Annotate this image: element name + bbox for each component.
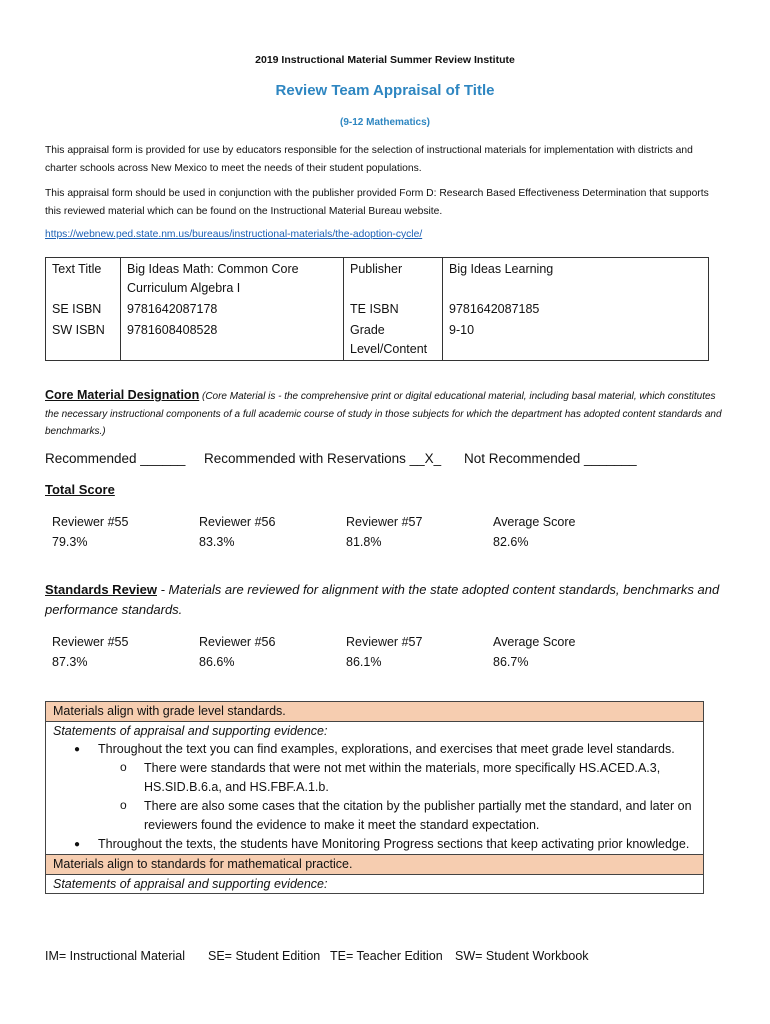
intro-paragraph-2: This appraisal form should be used in conjunction with the publisher provided Form D: Research Based Effectiveness Determination that supports this reviewed material which can be found on the Instructional Material Bureau website.	[45, 188, 709, 217]
footer-te: TE= Teacher Edition	[330, 949, 443, 963]
reviewer-score: 82.6%	[493, 535, 529, 549]
te-isbn-value: 9781642087185	[443, 299, 709, 320]
core-material-designation	[45, 387, 725, 441]
page-title: Review Team Appraisal of Title	[275, 82, 495, 99]
reviewer-score: 81.8%	[346, 535, 382, 549]
publisher-value: Big Ideas Learning	[443, 258, 709, 300]
evidence-table	[45, 701, 704, 894]
te-isbn-label: TE ISBN	[344, 299, 443, 320]
standards-description: - Materials are reviewed for alignment with the state adopted content standards, benchmarks and performance standards.	[45, 582, 720, 617]
publisher-label: Publisher	[344, 258, 443, 300]
evidence-list	[46, 740, 703, 854]
institute-title: 2019 Instructional Material Summer Review Institute	[255, 54, 515, 66]
total-score-heading: Total Score	[45, 482, 115, 497]
standards-reviewer-57	[346, 632, 422, 672]
subject-subtitle: (9-12 Mathematics)	[339, 117, 431, 128]
reviewer-label: Reviewer #55	[52, 515, 129, 529]
grade-level-standards-header: Materials align with grade level standards.	[46, 702, 703, 722]
list-item: ● Throughout the texts, the students have Monitoring Progress sections that keep activating prior knowledge.	[46, 835, 703, 854]
not-recommended-option: Not Recommended _______	[464, 451, 637, 466]
reviewer-score: 86.1%	[346, 655, 382, 669]
reviewer-score: 79.3%	[52, 535, 88, 549]
evidence-subheading: Statements of appraisal and supporting evidence:	[53, 724, 328, 738]
mathematical-practice-header: Materials align to standards for mathematical practice.	[46, 854, 703, 875]
reviewer-label: Reviewer #57	[346, 515, 423, 529]
total-score-reviewer-56	[199, 512, 275, 552]
reviewer-score: 83.3%	[199, 535, 235, 549]
recommended-with-reservations-option: Recommended with Reservations __X_	[204, 451, 442, 466]
grade-value: 9-10	[443, 320, 709, 361]
standards-reviewer-56	[199, 632, 275, 672]
sw-isbn-label: SW ISBN	[46, 320, 121, 361]
reviewer-label: Reviewer #56	[199, 515, 276, 529]
intro-paragraph-1: This appraisal form is provided for use by educators responsible for the selection of instructional materials for implementation with districts and charter schools across New Mexico to meet the needs of their student populations.	[45, 145, 693, 174]
table-row	[46, 320, 709, 361]
footer-sw: SW= Student Workbook	[455, 949, 589, 963]
evidence-subheading: Statements of appraisal and supporting evidence:	[53, 877, 328, 891]
reviewer-label: Average Score	[493, 635, 576, 649]
reviewer-label: Reviewer #56	[199, 635, 276, 649]
footer-se: SE= Student Edition	[208, 949, 321, 963]
grade-label: Grade Level/Content	[344, 320, 443, 361]
total-score-reviewer-57	[346, 512, 422, 552]
total-score-reviewer-55	[52, 512, 128, 552]
adoption-cycle-link[interactable]: https://webnew.ped.state.nm.us/bureaus/instructional-materials/the-adoption-cycle/	[45, 229, 423, 240]
reviewer-score: 86.6%	[199, 655, 235, 669]
standards-average	[493, 632, 575, 672]
reviewer-score: 87.3%	[52, 655, 88, 669]
reviewer-label: Reviewer #55	[52, 635, 129, 649]
list-item: o There are also some cases that the citation by the publisher partially met the standard, and later on reviewers found the evidence to make it meet the standard expectation.	[46, 797, 703, 835]
core-heading: Core Material Designation	[45, 388, 200, 402]
recommended-option: Recommended ______	[45, 451, 186, 466]
table-row	[46, 258, 709, 300]
table-row	[46, 299, 709, 320]
text-title-label: Text Title	[46, 258, 121, 300]
reviewer-label: Reviewer #57	[346, 635, 423, 649]
sw-isbn-value: 9781608408528	[121, 320, 344, 361]
se-isbn-label: SE ISBN	[46, 299, 121, 320]
total-score-average	[493, 512, 575, 552]
reviewer-score: 86.7%	[493, 655, 529, 669]
footer-im: IM= Instructional Material	[45, 949, 185, 963]
standards-review	[45, 580, 725, 620]
se-isbn-value: 9781642087178	[121, 299, 344, 320]
list-item: o There were standards that were not met within the materials, more specifically HS.ACED.A.3, HS.SID.B.6.a, and HS.FBF.A.1.b.	[46, 759, 703, 797]
reviewer-label: Average Score	[493, 515, 576, 529]
core-description: (Core Material is - the comprehensive print or digital educational material, including basal material, which constitutes the necessary instructional components of a full academic course of study in those subjects for which the department has adopted content standards and benchmarks.)	[45, 391, 722, 437]
text-title-value: Big Ideas Math: Common Core Curriculum Algebra I	[121, 258, 344, 300]
title-info-table	[45, 257, 709, 361]
standards-reviewer-55	[52, 632, 128, 672]
list-item: ● Throughout the text you can find examples, explorations, and exercises that meet grade level standards.	[46, 740, 703, 759]
standards-heading: Standards Review	[45, 582, 157, 597]
